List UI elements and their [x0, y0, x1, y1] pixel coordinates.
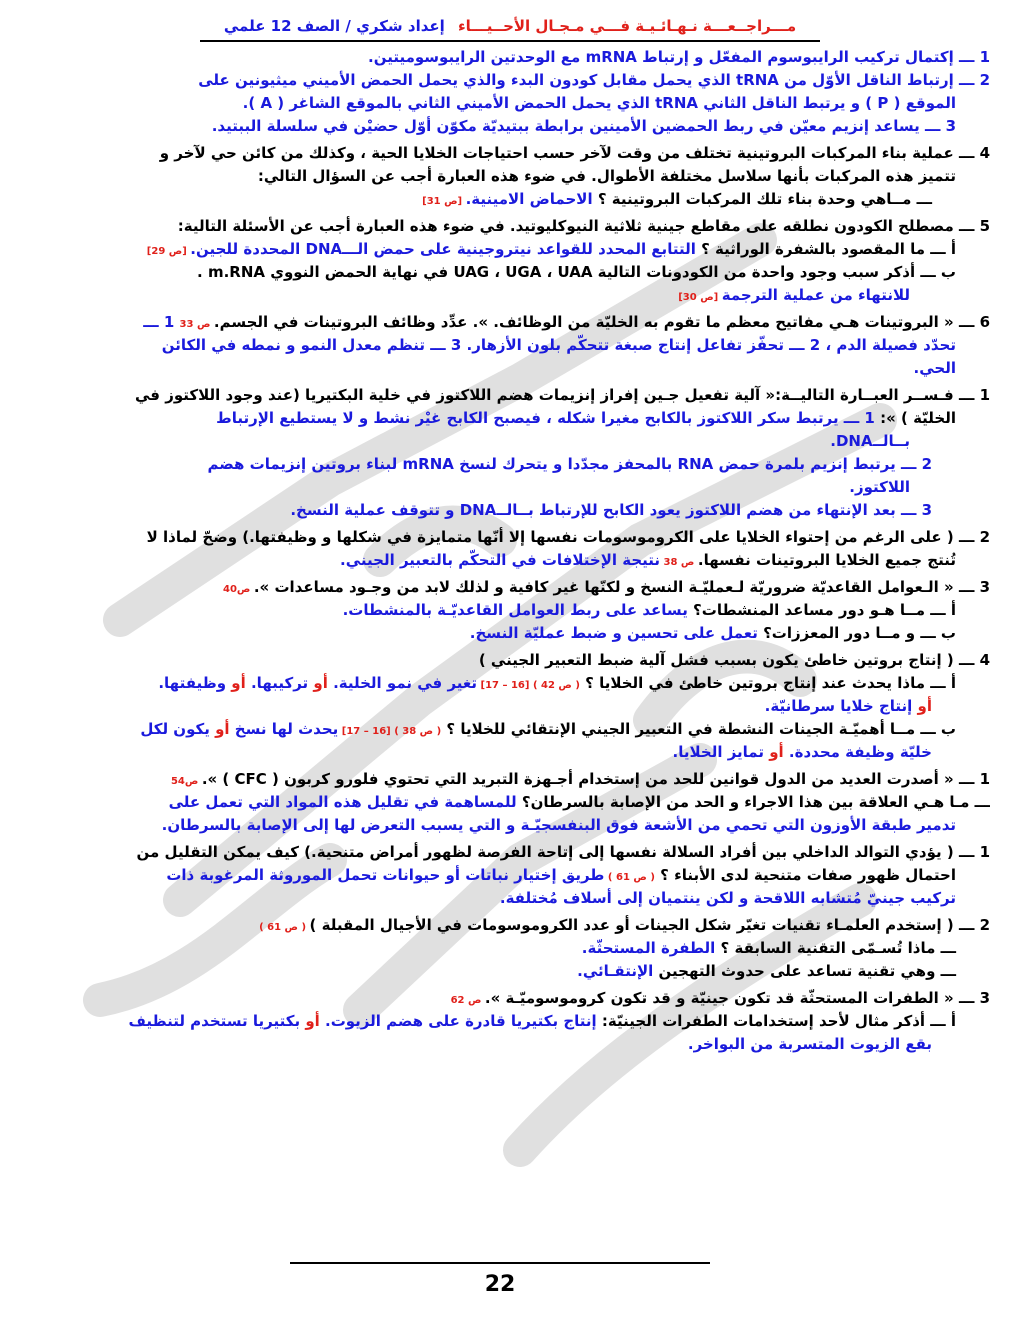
text-line [30, 238, 990, 261]
text-run: للانتهاء من عملية الترجمة [721, 286, 910, 304]
footer-rule [290, 1262, 710, 1264]
text-run: ـــ وهي تقنية تساعد على حدوث التهجين [653, 962, 956, 980]
text-run: تركيب جينيّ مُتشابه اللاقحة و لكن ينتميان إلى أسلاف مُختلفة. [499, 889, 956, 907]
text-run: 4 ـــ عملية بناء المركبات البروتينية تختلف من وقت لآخر حسب احتياجات الخلايا الحية ، وكذلك من كائن حي لآخر و [159, 144, 990, 162]
text-run: بــالــDNA. [830, 432, 910, 450]
text-line [30, 841, 990, 864]
text-run: أ ـــ أذكر مثال لأحد إستخدامات الطفرات الجينيّة: [596, 1012, 956, 1030]
text-run: 6 ـــ « البروتينات هـي مفاتيح معظم ما تقوم به الخليّة من الوظائف. ». عدِّد وظائف البروتينات في الجسم. [213, 313, 990, 331]
text-run: الإنتقـائي. [577, 962, 654, 980]
text-line [30, 142, 990, 165]
text-run: تركيبها. [245, 674, 309, 692]
text-line [30, 311, 990, 334]
text-line [30, 741, 990, 764]
text-run: اللاكتوز. [849, 478, 910, 496]
document-body [30, 46, 990, 1056]
text-run: 3 ـــ بعد الإنتهاء من هضم اللاكتوز يعود الكابح للإرتباط بــالــDNA و تتوقف عملية النسخ. [290, 501, 932, 519]
text-run: 2 ـــ يرتبط إنزيم بلمرة حمض RNA بالمحفز مجدّدا و يتحرك لنسخ mRNA لبناء بروتين إنزيمات هضم [207, 455, 932, 473]
text-run: يساعد على ربط العوامل القاعديّـة بالمنشطات. [342, 601, 688, 619]
text-run: طريق إختيار نباتات أو حيوانات تحمل الموروثة المرغوبة ذات [166, 866, 605, 884]
text-line [30, 791, 990, 814]
text-line [30, 261, 990, 284]
text-line [30, 334, 990, 357]
text-run: بقع الزيوت المتسربة من البواخر. [687, 1035, 932, 1053]
text-line [30, 887, 990, 910]
header-author-class: إعداد شكري / الصف 12 علمي [223, 17, 445, 35]
text-line [30, 453, 990, 476]
text-run: ب ـــ مــا أهميّـة الجينات النشطة في التعبير الجيني الإنتقائي للخلايا ؟ [441, 720, 956, 738]
text-run: تمايز الخلايا. [672, 743, 764, 761]
text-line [30, 914, 990, 937]
text-run: أو [226, 674, 246, 692]
text-run: ص 62 [450, 995, 485, 1006]
text-line [30, 576, 990, 599]
text-run: 3 ـــ « الطفرات المستحثّة قد تكون جينيّة و قد تكون كروموسوميّـة ». [484, 989, 990, 1007]
text-run: ـــ مــاهي وحدة بناء تلك المركبات البروتينية ؟ [592, 190, 932, 208]
text-run: الخليّة ) »: [874, 409, 956, 427]
text-line [30, 499, 990, 522]
text-line [30, 960, 990, 983]
text-run: 1 ـــ إكتمال تركيب الرايبوسوم المفعّل و إرتباط mRNA مع الوحدتين الرايبوسوميتين. [368, 48, 990, 66]
text-run: 1 ـــ فـســر العبــارة التاليــة:« آلية تفعيل جـين إفراز إنزيمات هضم اللاكتوز في خلية البكتيريا (عند وجود اللاكتوز في [135, 386, 990, 404]
text-line [30, 526, 990, 549]
text-line [30, 768, 990, 791]
text-line [30, 1033, 990, 1056]
text-run: التتابع المحدد للقواعد نيتروجينية على حمض الـــDNA المحددة للجين. [190, 240, 696, 258]
text-run: تتميز هذه المركبات بأنها سلاسل مختلفة الأطوال. في ضوء هذه العبارة أجب عن السؤال التالي: [257, 167, 956, 185]
text-run: يحدث لها نسخ [229, 720, 339, 738]
text-run: ( ص 61 ) [259, 922, 310, 933]
text-line [30, 672, 990, 695]
text-run: ص 33 [179, 319, 214, 330]
text-line [30, 215, 990, 238]
text-run: أو [300, 1012, 320, 1030]
text-run: نتيجة الإختلافات في التحكّم بالتعبير الجيني. [340, 551, 661, 569]
text-run: بكتيريا تستخدم لتنظيف [128, 1012, 301, 1030]
text-run: تدمير طبقة الأوزون التي تحمي من الأشعة فوق البنفسجيّـة و التي يسبب التعرض لها إلى الإصابة بالسرطان. [161, 816, 956, 834]
text-run: ( ص 38 ) [16 – 17] [338, 726, 442, 737]
text-line [30, 46, 990, 69]
text-run: 1 ـــ [143, 313, 180, 331]
text-line [30, 1010, 990, 1033]
text-run: 1 ـــ « أصدرت العديد من الدول قوانين للحد من إستخدام أجـهزة التبريد التي تحتوي فلورو كربون ( CFC ) ». [201, 770, 990, 788]
text-run: إنتاج بكتيريا قادرة على هضم الزيوت. [319, 1012, 597, 1030]
text-run: الطفرة المستحثّة. [581, 939, 716, 957]
text-line [30, 476, 990, 499]
text-run: خليّة وظيفة محددة. [783, 743, 932, 761]
text-run: [ص 31] [422, 196, 466, 207]
text-line [30, 649, 990, 672]
text-run: وظيفتها. [158, 674, 227, 692]
text-run: أو [209, 720, 230, 738]
text-run: تُنتج جميع الخلايا البروتينات نفسها. [697, 551, 956, 569]
text-run: أو [912, 697, 932, 715]
text-run: أ ـــ مــا هـو دور مساعد المنشطات؟ [687, 601, 956, 619]
text-run: للمساهمة في تقليل هذه المواد التي تعمل على [168, 793, 517, 811]
text-run: ص 38 [660, 557, 698, 568]
text-run: أو [308, 674, 328, 692]
text-run: إنتاج خلايا سرطانيّة. [764, 697, 913, 715]
text-run: تحدّد فصيلة الدم ، 2 ـــ تحفّز تفاعل إنتاج صبغة تتحكّم بلون الأزهار. 3 ـــ تنظم معدل النمو و نمطه في الكائن [161, 336, 956, 354]
text-run: تعمل على تحسين و ضبط عمليّة النسخ. [469, 624, 758, 642]
text-run: الحي. [913, 359, 956, 377]
text-run: [ص 29] [146, 246, 191, 257]
text-run: ب ـــ أذكر سبب وجود واحدة من الكودونات التالية UAG ، UGA ، UAA في نهاية الحمض النووي m.RNA . [197, 263, 956, 281]
text-line [30, 695, 990, 718]
text-line [30, 357, 990, 380]
text-run: 3 ـــ « الـعوامل القاعديّة ضروريّة لـعمليّـة النسخ و لكنّها غير كافية و لذلك لابد من وجـود مساعدات ». [253, 578, 990, 596]
text-line [30, 69, 990, 92]
text-run: احتمال ظهور صفات متنحية لدى الأبناء ؟ [654, 866, 956, 884]
text-line [30, 599, 990, 622]
text-run: تغير في نمو الخلية. [327, 674, 478, 692]
text-run: أو [764, 743, 784, 761]
text-line [30, 549, 990, 572]
text-run: الاحماض الامينية. [465, 190, 593, 208]
text-run: ـــ ماذا تُسـمّى التقنية السابقة ؟ [715, 939, 956, 957]
text-run: الموقع ( P ) و يرتبط الناقل الثاني tRNA الذي يحمل الحمض الأميني الثاني بالموقع الشاغر ( A ). [242, 94, 956, 112]
text-run: 1 ـــ ( يؤدي التوالد الداخلي بين أفراد السلالة نفسها إلى إتاحة الفرصة لظهور أمراض متنحية.) كيف يمكن التقليل من [136, 843, 990, 861]
text-line [30, 864, 990, 887]
text-run: 2 ـــ إرتباط الناقل الأوّل من tRNA الذي يحمل مقابل كودون البدء والذي يحمل الحمض الأميني ميثيونين على [198, 71, 990, 89]
text-run: ص54 [170, 776, 202, 787]
text-run: ( ص 42 ) [16 – 17] [477, 680, 580, 691]
text-run: ـــ مـا هـي العلاقة بين هذا الاجراء و الحد من الإصابة بالسرطان؟ [516, 793, 990, 811]
page-header [200, 14, 820, 42]
text-line [30, 188, 990, 211]
text-run: 2 ـــ ( إستخدم العلمـاء تقنيات تغيّر شكل الجينات أو عدد الكروموسومات في الأجيال المقبلة ) [309, 916, 990, 934]
text-line [30, 430, 990, 453]
text-line [30, 718, 990, 741]
text-line [30, 165, 990, 188]
text-run: ب ـــ و مــا دور المعززات؟ [757, 624, 956, 642]
text-line [30, 384, 990, 407]
header-title: مـــراجــعـــة نـهـائـيـة فـــي مـجـال الأحــيـــاء [458, 17, 797, 35]
text-run: ( ص 61 ) [604, 872, 655, 883]
text-line [30, 407, 990, 430]
text-run: 1 ـــ يرتبط سكر اللاكتوز بالكابح مغيرا شكله ، فيصبح الكابح غيْر نشط و لا يستطيع الإرتباط [216, 409, 875, 427]
page-number: 22 [484, 1272, 516, 1297]
text-run: ص40 [222, 584, 254, 595]
text-line [30, 987, 990, 1010]
text-run: أ ـــ ماذا يحدث عند إنتاج بروتين خاطئ في الخلايا ؟ [579, 674, 956, 692]
text-line [30, 284, 990, 307]
text-line [30, 937, 990, 960]
text-run: 4 ـــ ( إنتاج بروتين خاطئ يكون بسبب فشل آلية ضبط التعبير الجيني ) [478, 651, 990, 669]
text-line [30, 92, 990, 115]
text-line [30, 115, 990, 138]
text-line [30, 814, 990, 837]
text-run: 3 ـــ يساعد إنزيم معيّن في ربط الحمضين الأمينين برابطة ببتيديّة مكوّن أوّل حضيْن في سلسلة الببتيد. [211, 117, 956, 135]
text-run: 5 ـــ مصطلح الكودون نطلقه على مقاطع جينية ثلاثية النيوكليوتيد. في ضوء هذه العبارة أجب عن الأسئلة التالية: [177, 217, 990, 235]
text-run: يكون لكل [140, 720, 210, 738]
text-run: أ ـــ ما المقصود بالشفرة الوراثية ؟ [695, 240, 956, 258]
text-line [30, 622, 990, 645]
document-page [30, 14, 990, 1314]
text-run: [ص 30] [678, 292, 722, 303]
text-run: 2 ـــ ( على الرغم من إحتواء الخلايا على الكروموسومات نفسها إلا أنّها متمايزة في شكلها و وظيفتها.) وضحّ لماذا لا [146, 528, 990, 546]
